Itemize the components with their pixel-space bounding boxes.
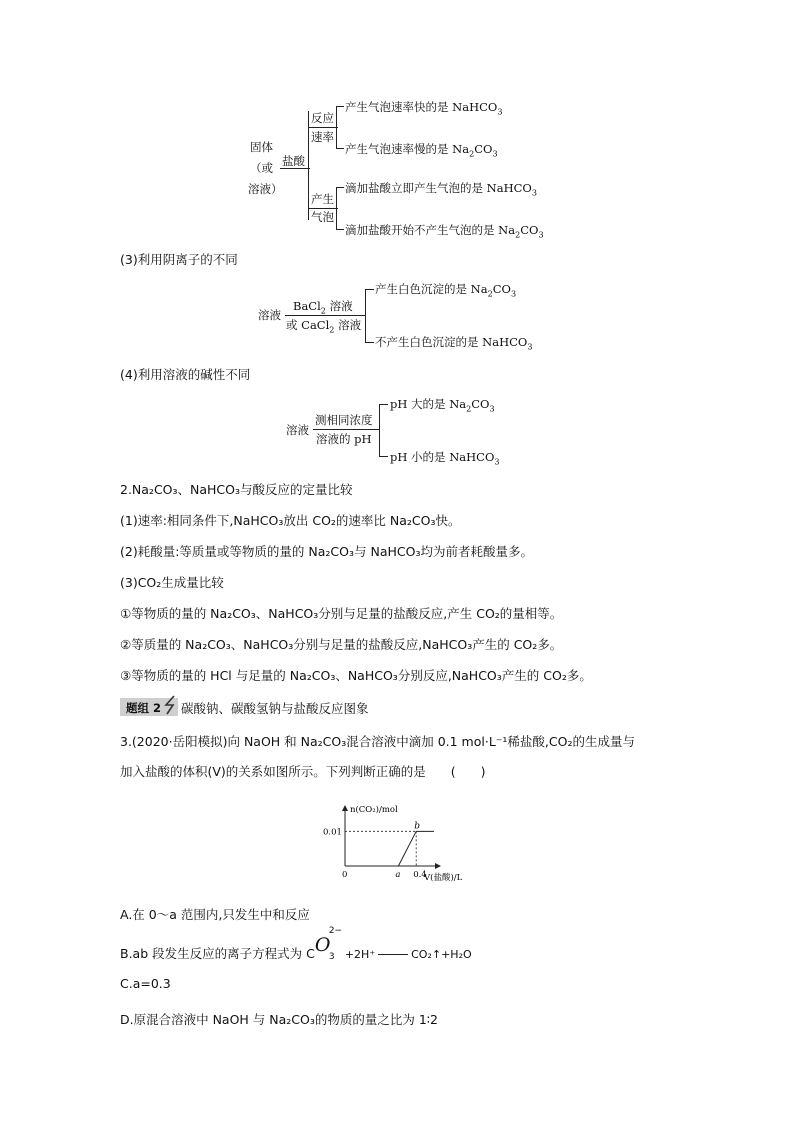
arrow <box>336 106 344 107</box>
diagram3-result-2: pH 小的是 NaHCO$_3$ <box>390 450 500 467</box>
connector <box>336 187 337 230</box>
diagram1-reagent: 盐酸 <box>282 154 305 168</box>
option-b: B.ab 段发生反应的离子方程式为 C O 3 2− +2H⁺ CO₂↑+H₂O <box>120 926 472 962</box>
option-d: D.原混合溶液中 NaOH 与 Na₂CO₃的物质的量之比为 1∶2 <box>120 1012 438 1027</box>
connector <box>313 429 379 430</box>
diagram2-result-1: 产生白色沉淀的是 $Na_2CO_3$ <box>375 282 517 299</box>
diagram1-branch-a-1: 反应 <box>311 111 334 125</box>
connector <box>285 315 365 316</box>
connector <box>280 168 310 169</box>
diagram2-result-2: 不产生白色沉淀的是 NaHCO$_3$ <box>375 335 533 352</box>
option-a: A.在 0～a 范围内,只发生中和反应 <box>120 907 310 922</box>
x-tick-label: 0 <box>342 870 348 880</box>
topic-tag-label: 题组 2 <box>126 701 162 715</box>
diagram3-bottom: 溶液的 pH <box>316 432 372 446</box>
co2-chart <box>310 800 485 890</box>
para-2-3a: ①等物质的量的 Na₂CO₃、NaHCO₃分别与足量的盐酸反应,产生 CO₂的量相等。 <box>120 606 563 621</box>
optB-o: O <box>314 934 331 956</box>
section-4-heading: (4)利用溶液的碱性不同 <box>120 367 251 382</box>
reaction-arrow <box>378 954 408 955</box>
para-2-1: (1)速率:相同条件下,NaHCO₃放出 CO₂的速率比 Na₂CO₃快。 <box>120 513 461 528</box>
arrow <box>336 229 344 230</box>
diagram1-branch-b-2: 气泡 <box>311 210 334 224</box>
connector <box>365 289 366 342</box>
diagram1-left-2: （或 <box>250 161 273 175</box>
x-tick-label: 0.4 <box>413 870 427 880</box>
para-2-2: (2)耗酸量:等质量或等物质的量的 Na₂CO₃与 NaHCO₃均为前者耗酸量多。 <box>120 544 533 559</box>
question-line-2: 加入盐酸的体积(V)的关系如图所示。下列判断正确的是 ( ) <box>120 764 486 779</box>
diagram1-left-3: 溶液） <box>248 182 283 196</box>
arrow <box>379 456 388 457</box>
para-2-3: (3)CO₂生成量比较 <box>120 575 224 590</box>
para-2: 2.Na₂CO₃、NaHCO₃与酸反应的定量比较 <box>120 482 353 497</box>
diagram1-branch-a-2: 速率 <box>311 130 334 144</box>
arrow <box>336 148 344 149</box>
diagram3-left: 溶液 <box>286 423 309 437</box>
para-2-3b: ②等质量的 Na₂CO₃、NaHCO₃分别与足量的盐酸反应,NaHCO₃产生的 CO₂多。 <box>120 637 563 652</box>
connector <box>379 404 380 456</box>
diagram1-result-1: 产生气泡速率快的是 NaHCO$_3$ <box>345 100 503 117</box>
diagram2-reagent-top: BaCl$_2$ 溶液 <box>293 299 353 316</box>
diagram2-left: 溶液 <box>258 308 281 322</box>
connector <box>308 127 338 128</box>
connector <box>336 106 337 149</box>
diagram3-result-1: pH 大的是 $Na_2CO_3$ <box>390 397 495 414</box>
point-label-b: b <box>414 821 420 832</box>
diagram1-result-3: 滴加盐酸立即产生气泡的是 NaHCO$_3$ <box>345 181 537 198</box>
para-2-3c: ③等物质的量的 HCl 与足量的 Na₂CO₃、NaHCO₃分别反应,NaHCO₃产生的 CO₂多。 <box>120 668 592 683</box>
lightning-icon <box>162 695 180 715</box>
y-axis-label: n(CO₂)/mol <box>350 805 398 815</box>
section-3-heading: (3)利用阴离子的不同 <box>120 252 238 267</box>
arrow <box>365 342 374 343</box>
connector <box>308 208 338 209</box>
arrow <box>379 404 388 405</box>
y-tick-label: 0.01 <box>323 827 342 838</box>
diagram2-reagent-bottom: 或 CaCl$_2$ 溶液 <box>286 318 362 335</box>
x-tick-label: a <box>395 870 401 880</box>
arrow <box>336 187 344 188</box>
optB-sup: 2− <box>328 926 343 936</box>
diagram3-top: 测相同浓度 <box>315 413 373 427</box>
diagram1-result-2: 产生气泡速率慢的是 $Na_2CO_3$ <box>345 142 498 159</box>
arrow <box>365 289 374 290</box>
topic-title: 碳酸钠、碳酸氢钠与盐酸反应图象 <box>181 701 369 716</box>
question-line-1: 3.(2020·岳阳模拟)向 NaOH 和 Na₂CO₃混合溶液中滴加 0.1 mol·L⁻¹稀盐酸,CO₂的生成量与 <box>120 734 635 749</box>
option-c: C.a=0.3 <box>120 976 171 991</box>
diagram1-left-1: 固体 <box>250 140 273 154</box>
optB-sub: 3 <box>328 952 335 962</box>
x-axis-label: V(盐酸)/L <box>424 873 463 883</box>
diagram1-result-4: 滴加盐酸开始不产生气泡的是 $Na_2CO_3$ <box>345 223 544 240</box>
diagram1-branch-b-1: 产生 <box>311 192 334 206</box>
